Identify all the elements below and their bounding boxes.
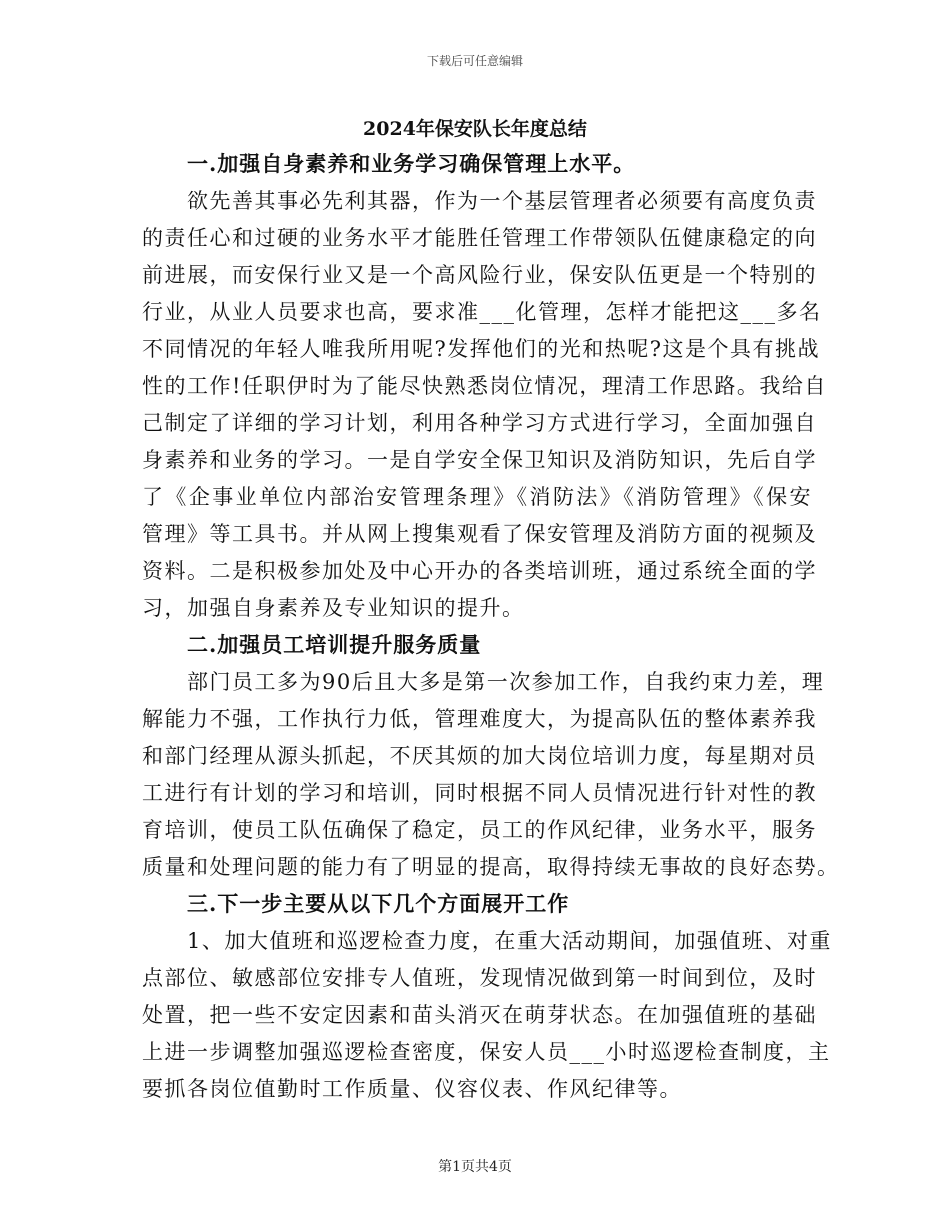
page-footer: 第1页共4页 bbox=[438, 1159, 512, 1175]
paragraph-line: 前进展，而安保行业又是一个高风险行业，保安队伍更是一个特别的 bbox=[142, 263, 817, 287]
paragraph-line: 部门员工多为90后且大多是第一次参加工作，自我约束力差，理 bbox=[187, 670, 825, 694]
section-heading-2: 二.加强员工培训提升服务质量 bbox=[187, 632, 482, 657]
paragraph-line: 资料。二是积极参加处及中心开办的各类培训班，通过系统全面的学 bbox=[142, 559, 817, 583]
paragraph-line: 的责任心和过硬的业务水平才能胜任管理工作带领队伍健康稳定的向 bbox=[142, 226, 817, 250]
paragraph-line: 了《企事业单位内部治安管理条理》《消防法》《消防管理》《保安 bbox=[142, 485, 812, 509]
paragraph-line: 习，加强自身素养及专业知识的提升。 bbox=[142, 596, 525, 620]
section-heading-3: 三.下一步主要从以下几个方面展开工作 bbox=[187, 891, 570, 916]
paragraph-line: 质量和处理问题的能力有了明显的提高，取得持续无事故的良好态势。 bbox=[142, 855, 840, 879]
paragraph-line: 工进行有计划的学习和培训，同时根据不同人员情况进行针对性的教 bbox=[142, 781, 817, 805]
page-header: 下载后可任意编辑 bbox=[426, 54, 523, 68]
paragraph-line: 身素养和业务的学习。一是自学安全保卫知识及消防知识，先后自学 bbox=[142, 448, 817, 472]
paragraph-line: 不同情况的年轻人唯我所用呢?发挥他们的光和热呢?这是个具有挑战 bbox=[142, 337, 821, 361]
section-heading-1: 一.加强自身素养和业务学习确保管理上水平。 bbox=[187, 151, 636, 176]
paragraph-line: 点部位、敏感部位安排专人值班，发现情况做到第一时间到位，及时 bbox=[142, 966, 817, 990]
paragraph-line: 己制定了详细的学习计划，利用各种学习方式进行学习，全面加强自 bbox=[142, 411, 817, 435]
paragraph-line: 育培训，使员工队伍确保了稳定，员工的作风纪律，业务水平，服务 bbox=[142, 818, 817, 842]
document-title: 2024年保安队长年度总结 bbox=[363, 118, 587, 140]
paragraph-line: 和部门经理从源头抓起，不厌其烦的加大岗位培训力度，每星期对员 bbox=[142, 744, 817, 768]
paragraph-line: 管理》等工具书。并从网上搜集观看了保安管理及消防方面的视频及 bbox=[142, 522, 817, 546]
paragraph-line: 上进一步调整加强巡逻检查密度，保安人员___小时巡逻检查制度，主 bbox=[142, 1040, 831, 1064]
paragraph-line: 处置，把一些不安定因素和苗头消灭在萌芽状态。在加强值班的基础 bbox=[142, 1003, 817, 1027]
paragraph-line: 性的工作!任职伊时为了能尽快熟悉岗位情况，理清工作思路。我给自 bbox=[142, 374, 827, 398]
paragraph-line: 要抓各岗位值勤时工作质量、仪容仪表、作风纪律等。 bbox=[142, 1077, 682, 1101]
paragraph-line: 欲先善其事必先利其器，作为一个基层管理者必须要有高度负责 bbox=[187, 189, 817, 213]
paragraph-line: 解能力不强，工作执行力低，管理难度大，为提高队伍的整体素养我 bbox=[142, 707, 817, 731]
paragraph-line: 1、加大值班和巡逻检查力度，在重大活动期间，加强值班、对重 bbox=[187, 929, 832, 953]
paragraph-line: 行业，从业人员要求也高，要求准___化管理，怎样才能把这___多名 bbox=[142, 300, 822, 324]
